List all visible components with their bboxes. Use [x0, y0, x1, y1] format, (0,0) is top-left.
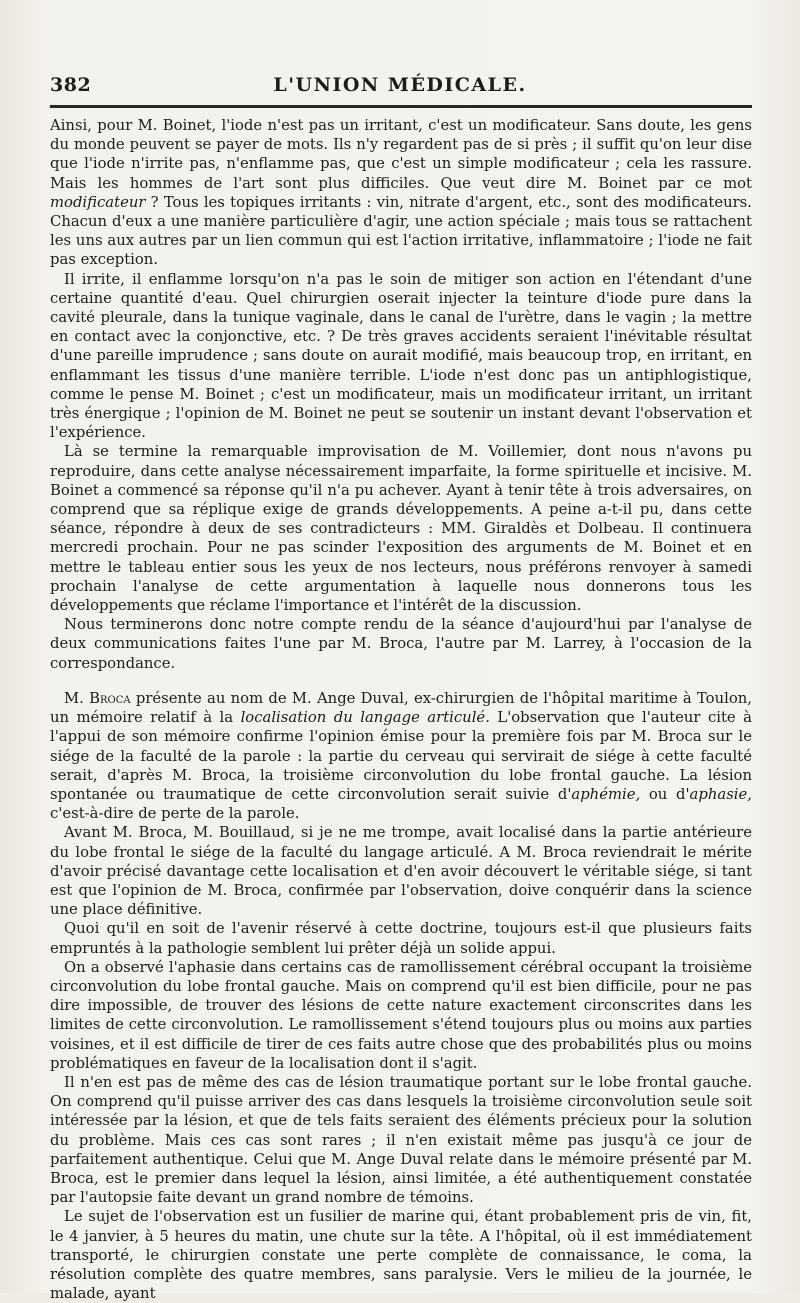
page-number: 382: [50, 74, 92, 96]
paragraph-5-c: ou d': [648, 785, 690, 803]
paragraph-1-text: Ainsi, pour M. Boinet, l'iode n'est pas un irritant, c'est un modificateur. Sans doute, les gens du monde peuvent se payer de mots. Ils n'y regardent pas de si près ; il suffit qu'on leur dise que l'iode n'irrite pas, n'enflamme pas, que c'est un simple modificateur ; cela les rassure. Mais les hommes de l'art sont plus difficiles. Que veut dire M. Boinet par ce mot: [50, 117, 752, 192]
italic-term: modificateur: [50, 193, 146, 211]
paragraph-3: Là se termine la remarquable improvisation de M. Voillemier, dont nous n'avons pu reproduire, dans cette analyse nécessairement imparfaite, la forme spirituelle et incisive. M. Boinet a commencé sa réponse qu'il n'a pu achever. Ayant à tenir tête à trois adversaires, on comprend que sa réplique exige de grands développements. A peine a-t-il pu, dans cette séance, répondre à deux de ses contradicteurs : MM. Giraldès et Dolbeau. Il continuera mercredi prochain. Pour ne pas scinder l'exposition des arguments de M. Boinet et en mettre le tableau entier sous les yeux de nos lecteurs, nous préférons renvoyer à samedi prochain l'analyse de cette argumentation à laquelle nous donnerons tous les développements que réclame l'importance et l'intérêt de la discussion.: [50, 443, 752, 615]
article-body: [50, 116, 752, 1303]
paragraph-5-d: c'est-à-dire de perte de la parole.: [50, 805, 300, 823]
paragraph-9: Il n'en est pas de même des cas de lésion traumatique portant sur le lobe frontal gauche. On comprend qu'il puisse arriver des cas dans lesquels la troisième circonvolution seule soit intéressée par la lésion, et que de tels faits seraient des éléments précieux pour la solution du problème. Mais ces cas sont rares ; il n'en existait même pas jusqu'à ce jour de parfaitement authentique. Celui que M. Ange Duval relate dans le mémoire présenté par M. Broca, est le premier dans lequel la lésion, ainsi limitée, a été authentiquement constatée par l'autopsie faite devant un grand nombre de témoins.: [50, 1073, 752, 1207]
paragraph-10: Le sujet de l'observation est un fusilier de marine qui, étant probablement pris de vin, fit, le 4 janvier, à 5 heures du matin, une chute sur la tête. A l'hôpital, où il est immédiatement transporté, le chirurgien constate une perte complète de connaissance, le coma, la résolution complète des quatre membres, sans paralysie. Vers le milieu de la journée, le malade, ayant: [50, 1208, 752, 1303]
italic-aphasie: aphasie,: [689, 785, 752, 803]
paragraph-5-a: présente au nom de M. Ange Duval, ex-chirurgien de l'hôpital maritime à Toulon, un mémoire relatif à la: [50, 689, 752, 727]
header-rule: [50, 105, 752, 108]
paragraph-1-end: ? Tous les topiques irritants : vin, nitrate d'argent, etc., sont des modificateurs. Chacun d'eux a une manière particulière d'agir, une action spéciale ; mais tous se rattachent les uns aux autres par un lien commun qui est l'action irritative, inflammatoire ; l'iode ne fait pas exception.: [50, 193, 752, 269]
paragraph-5-start: M.: [64, 689, 84, 707]
paragraph-2: Il irrite, il enflamme lorsqu'on n'a pas le soin de mitiger son action en l'étendant d'une certaine quantité d'eau. Quel chirurgien oserait injecter la teinture d'iode pure dans la cavité pleurale, dans la tunique vaginale, dans le canal de l'urètre, dans le vagin ; la mettre en contact avec la conjonctive, etc. ? De très graves accidents seraient l'inévitable résultat d'une pareille imprudence ; sans doute on aurait modifié, mais beaucoup trop, en irritant, en enflammant les tissus d'une manière terrible. L'iode n'est donc pas un antiphlogistique, comme le pense M. Boinet ; c'est un modificateur, mais un modificateur irritant, un irritant très énergique ; l'opinion de M. Boinet ne peut se soutenir un instant devant l'observation et l'expérience.: [50, 270, 752, 442]
paragraph-1: [50, 116, 752, 270]
paragraph-6: Avant M. Broca, M. Bouillaud, si je ne me trompe, avait localisé dans la partie antérieure du lobe frontal le siége de la faculté du langage articulé. A M. Broca reviendrait le mérite d'avoir précisé davantage cette localisation et d'en avoir découvert le véritable siége, si tant est que l'opinion de M. Broca, confirmée par l'observation, doive conquérir dans la science une place définitive.: [50, 824, 752, 919]
paragraph-5: [50, 689, 752, 823]
paragraph-8: On a observé l'aphasie dans certains cas de ramollissement cérébral occupant la troisième circonvolution du lobe frontal gauche. Mais on comprend qu'il est bien difficile, pour ne pas dire impossible, de trouver des lésions de cette nature exactement circonscrites dans les limites de cette circonvolution. Le ramollissement s'étend toujours plus ou moins aux parties voisines, et il est difficile de tirer de ces faits autre chose que des probabilités plus ou moins problématiques en faveur de la localisation dont il s'agit.: [50, 958, 752, 1072]
running-title: L'UNION MÉDICALE.: [273, 74, 527, 96]
author-name-smallcaps: Broca: [89, 689, 131, 707]
italic-title: localisation du langage articulé.: [240, 709, 490, 727]
page-header: [50, 68, 750, 102]
paragraph-7: Quoi qu'il en soit de l'avenir réservé à cette doctrine, toujours est-il que plusieurs faits empruntés à la pathologie semblent lui prêter déjà un solide appui.: [50, 920, 752, 957]
italic-aphemie: aphémie,: [571, 785, 641, 803]
paragraph-4: Nous terminerons donc notre compte rendu de la séance d'aujourd'hui par l'analyse de deux communications faites l'une par M. Broca, l'autre par M. Larrey, à l'occasion de la correspondance.: [50, 616, 752, 672]
paragraph-5-b: L'observation que l'auteur cite à l'appui de son mémoire confirme l'opinion émise pour la première fois par M. Broca sur le siége de la faculté de la parole : la partie du cerveau qui servirait de siége à cette faculté serait, d'après M. Broca, la troisième circonvolution du lobe frontal gauche. La lésion spontanée ou traumatique de cette circonvolution serait suivie d': [50, 709, 752, 803]
